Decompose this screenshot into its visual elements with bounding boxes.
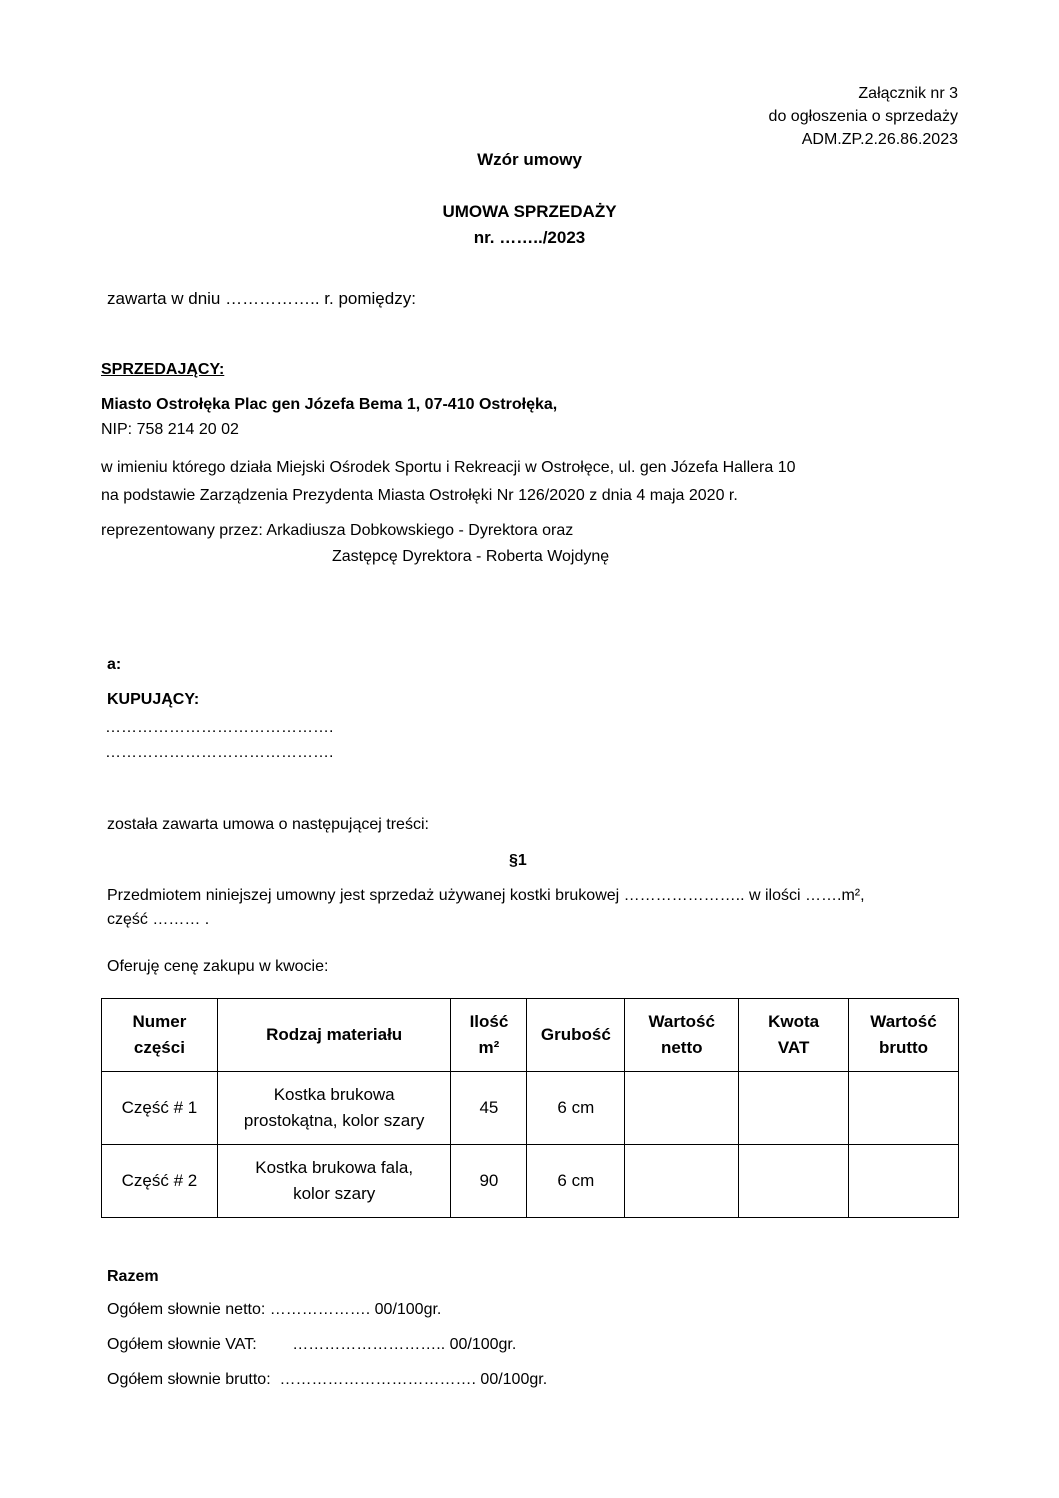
seller-nip: NIP: 758 214 20 02 [101,421,239,438]
header-material: Rodzaj materiału [217,999,451,1072]
cell-net-value[interactable] [625,1145,739,1218]
cell-part: Część # 1 [102,1072,218,1145]
cell-net-value[interactable] [625,1072,739,1145]
offer-text: Oferuję cenę zakupu w kwocie: [107,958,329,975]
seller-acting-line-1: w imieniu którego działa Miejski Ośrodek Sportu i Rekreacji w Ostrołęce, ul. gen Józefa Hallera 10 [101,459,796,476]
concluded-on-line: zawarta w dniu …………….. r. pomiędzy: [107,289,416,308]
cell-thickness: 6 cm [527,1145,625,1218]
header-gross-value: Wartość brutto [849,999,959,1072]
totals-heading: Razem [107,1268,159,1285]
totals-gross: Ogółem słownie brutto: ………………………………. 00/100gr. [107,1371,548,1388]
section-mark: §1 [509,852,527,869]
table-row [102,1072,959,1145]
buyer-heading: KUPUJĄCY: [107,691,200,708]
cell-gross-value[interactable] [849,1145,959,1218]
header-vat-amount: Kwota VAT [739,999,849,1072]
annex-reference [769,82,958,151]
seller-represented-line-2: Zastępcę Dyrektora - Roberta Wojdynę [332,548,610,565]
annex-line-3: ADM.ZP.2.26.86.2023 [801,131,958,148]
header-part-number: Numer części [102,999,218,1072]
seller-heading: SPRZEDAJĄCY: [101,361,225,378]
totals-vat: Ogółem słownie VAT: ……………………….. 00/100gr. [107,1336,517,1353]
cell-vat-amount[interactable] [739,1145,849,1218]
table-row [102,1145,959,1218]
header-thickness: Grubość [527,999,625,1072]
contract-number: nr. ……../2023 [473,228,586,247]
cell-material: Kostka brukowa prostokątna, kolor szary [217,1072,451,1145]
table-header-row [102,999,959,1072]
cell-gross-value[interactable] [849,1072,959,1145]
cell-part: Część # 2 [102,1145,218,1218]
buyer-line-2: ……………………………………. [105,744,334,761]
cell-material: Kostka brukowa fala, kolor szary [217,1145,451,1218]
header-net-value: Wartość netto [625,999,739,1072]
and-label: a: [107,656,122,673]
template-title: Wzór umowy [477,150,582,169]
subject-line-2: część ……… . [107,911,210,928]
cell-quantity: 45 [451,1072,527,1145]
cell-thickness: 6 cm [527,1072,625,1145]
subject-line-1: Przedmiotem niniejszej umowny jest sprzedaż używanej kostki brukowej ………………….. w ilości …….m², [107,887,865,904]
annex-line-1: Załącznik nr 3 [858,85,958,102]
cell-vat-amount[interactable] [739,1072,849,1145]
buyer-line-1: ……………………………………. [105,719,334,736]
annex-line-2: do ogłoszenia o sprzedaży [768,108,958,125]
seller-acting-line-2: na podstawie Zarządzenia Prezydenta Miasta Ostrołęki Nr 126/2020 z dnia 4 maja 2020 r. [101,487,738,504]
cell-quantity: 90 [451,1145,527,1218]
seller-represented-line-1: reprezentowany przez: Arkadiusza Dobkowskiego - Dyrektora oraz [101,522,574,539]
intro-text: została zawarta umowa o następującej treści: [107,816,429,833]
header-quantity: Ilość m² [451,999,527,1072]
price-table [101,998,959,1218]
contract-title: UMOWA SPRZEDAŻY [442,202,617,221]
totals-net: Ogółem słownie netto: ………………. 00/100gr. [107,1301,442,1318]
seller-name: Miasto Ostrołęka Plac gen Józefa Bema 1, 07-410 Ostrołęka, [101,396,558,413]
